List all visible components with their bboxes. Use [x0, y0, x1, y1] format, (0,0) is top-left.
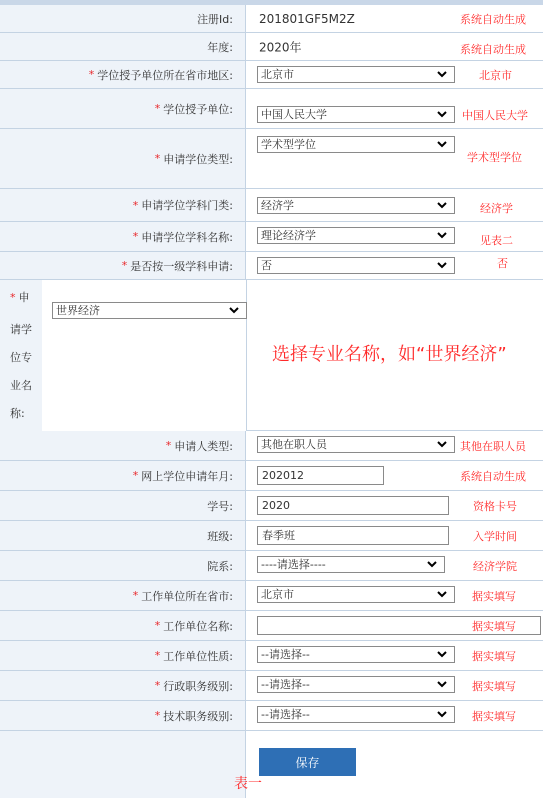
major-label-line-2: 请学	[10, 323, 32, 336]
apply-month-input[interactable]: 202012	[257, 466, 384, 485]
applicant-type-label: 申请人类型:	[174, 439, 233, 453]
chevron-down-icon	[436, 678, 448, 690]
applicant-type-select[interactable]: 其他在职人员	[257, 436, 455, 453]
work-nature-select[interactable]: --请选择--	[257, 646, 455, 663]
row-department	[0, 551, 543, 581]
chevron-down-icon	[436, 708, 448, 720]
row-discipline-name	[0, 222, 543, 252]
admin-level-note: 据实填写	[472, 679, 516, 693]
row-first-level	[0, 252, 543, 280]
work-nature-label: 工作单位性质:	[163, 649, 233, 663]
row-discipline-category	[0, 189, 543, 222]
department-note: 经济学院	[473, 559, 517, 573]
tech-level-select[interactable]: --请选择--	[257, 706, 455, 723]
class-note: 入学时间	[473, 529, 517, 543]
first-level-select[interactable]: 否	[257, 257, 455, 274]
required-mark: *	[165, 439, 172, 452]
chevron-down-icon	[436, 68, 448, 80]
admin-level-label: 行政职务级别:	[163, 679, 233, 693]
row-apply-month	[0, 461, 543, 491]
row-class	[0, 521, 543, 551]
discipline-name-label: 申请学位学科名称:	[141, 230, 233, 244]
row-student-no	[0, 491, 543, 521]
bottom-label-area	[0, 731, 246, 798]
required-mark: *	[154, 102, 161, 115]
reg-id-value: 201801GF5M2Z	[259, 11, 355, 26]
degree-type-label: 申请学位类型:	[163, 152, 233, 166]
applicant-type-note: 其他在职人员	[460, 439, 526, 453]
work-nature-note: 据实填写	[472, 649, 516, 663]
required-mark: *	[88, 68, 95, 81]
year-note: 系统自动生成	[460, 43, 526, 57]
major-note: 选择专业名称，如“世界经济”	[272, 344, 507, 365]
chevron-down-icon	[436, 648, 448, 660]
row-applicant-type	[0, 431, 543, 461]
first-level-note: 否	[497, 256, 508, 270]
tech-level-label: 技术职务级别:	[163, 709, 233, 723]
admin-level-select[interactable]: --请选择--	[257, 676, 455, 693]
chevron-down-icon	[436, 588, 448, 600]
unit-label: 学位授予单位:	[163, 102, 233, 116]
discipline-category-label: 申请学位学科门类:	[141, 199, 233, 212]
save-button[interactable]: 保存	[259, 748, 356, 776]
province-label: 学位授予单位所在省市地区:	[97, 68, 233, 82]
reg-id-label: 注册Id:	[0, 5, 246, 32]
chevron-down-icon	[436, 259, 448, 271]
class-input[interactable]: 春季班	[257, 526, 449, 545]
first-level-label: 是否按一级学科申请:	[130, 259, 233, 273]
major-label-line-3: 位专	[10, 351, 32, 364]
row-work-nature	[0, 641, 543, 671]
required-mark: *	[154, 649, 161, 662]
discipline-name-note: 见表二	[480, 233, 513, 247]
chevron-down-icon	[426, 558, 438, 570]
work-name-note: 据实填写	[472, 619, 516, 633]
apply-month-note: 系统自动生成	[460, 469, 526, 483]
year-value: 2020年	[259, 40, 302, 54]
row-major	[0, 280, 543, 431]
degree-type-select[interactable]: 学术型学位	[257, 136, 455, 153]
class-label: 班级:	[0, 521, 246, 550]
discipline-category-select[interactable]: 经济学	[257, 197, 455, 214]
major-label-line-4: 业名	[10, 379, 32, 392]
discipline-name-select[interactable]: 理论经济学	[257, 227, 455, 244]
unit-note: 中国人民大学	[462, 108, 528, 122]
row-year	[0, 33, 543, 61]
province-select[interactable]: 北京市	[257, 66, 455, 83]
department-label: 院系:	[0, 551, 246, 580]
chevron-down-icon	[436, 438, 448, 450]
major-select[interactable]: 世界经济	[52, 302, 247, 319]
apply-month-label: 网上学位申请年月:	[141, 469, 233, 483]
required-mark: *	[132, 198, 139, 212]
student-no-label: 学号:	[0, 491, 246, 520]
department-select[interactable]: ----请选择----	[257, 556, 445, 573]
student-no-input[interactable]: 2020	[257, 496, 449, 515]
province-note: 北京市	[479, 68, 512, 82]
required-mark: *	[121, 259, 128, 272]
discipline-category-note: 经济学	[480, 201, 513, 215]
row-tech-level	[0, 701, 543, 731]
row-admin-level	[0, 671, 543, 701]
row-unit	[0, 89, 543, 129]
chevron-down-icon	[228, 304, 240, 316]
degree-type-note: 学术型学位	[467, 151, 522, 164]
required-mark: *	[132, 230, 139, 243]
work-province-select[interactable]: 北京市	[257, 586, 455, 603]
table-caption: 表一	[234, 776, 262, 792]
required-mark: *	[154, 709, 161, 722]
row-work-name	[0, 611, 543, 641]
required-mark: *	[154, 152, 161, 165]
year-label: 年度:	[0, 33, 246, 60]
required-mark: *	[132, 469, 139, 482]
required-mark: *	[154, 619, 161, 632]
chevron-down-icon	[436, 108, 448, 120]
row-work-province	[0, 581, 543, 611]
work-name-label: 工作单位名称:	[163, 619, 233, 633]
chevron-down-icon	[436, 138, 448, 150]
row-reg-id	[0, 5, 543, 33]
student-no-note: 资格卡号	[473, 499, 517, 513]
row-degree-type	[0, 129, 543, 189]
chevron-down-icon	[436, 229, 448, 241]
reg-id-note: 系统自动生成	[460, 12, 526, 26]
work-province-label: 工作单位所在省市:	[141, 589, 233, 603]
required-mark: *	[132, 589, 139, 602]
work-province-note: 据实填写	[472, 589, 516, 603]
major-label-line-5: 称:	[10, 407, 25, 420]
required-mark: *	[154, 679, 161, 692]
row-province	[0, 61, 543, 89]
required-mark: *	[10, 291, 16, 304]
chevron-down-icon	[436, 199, 448, 211]
tech-level-note: 据实填写	[472, 709, 516, 723]
major-label-line-1: 申	[18, 291, 30, 304]
unit-select[interactable]: 中国人民大学	[257, 106, 455, 123]
